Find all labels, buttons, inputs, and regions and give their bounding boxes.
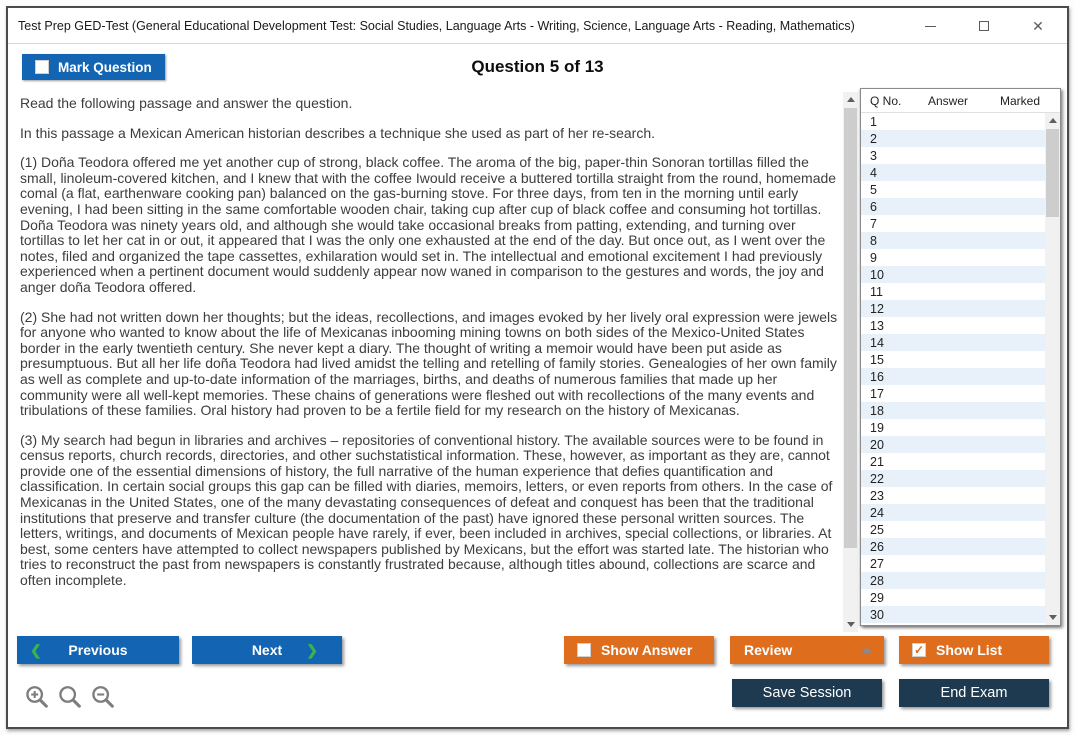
table-row[interactable]: 6 (861, 198, 1045, 215)
passage-paragraph-2: (2) She had not written down her thoughts; but the ideas, recollections, and images evoked by her lively oral expression were jewels for anyone who wanted to know about the life of Mexicanas inbooming mining towns on both sides of the Mexico-United States border in the early twentieth century. She never kept a diary. The thought of writing a memoir would have been put aside as presumptuous. But all her life doña Teodora had lived amidst the telling and retelling of family stories. Genealogies of her own family as well as complete and up-to-date information of the marriages, births, and deaths of numerous families that made up her community were all well-kept memories. These chains of generations were fleshed out with recollections of the many events and tribulations of these families. Oral history had proven to be a fertile field for my research on the history of Mexicanas. (20, 308, 838, 419)
table-row[interactable]: 12 (861, 300, 1045, 317)
window-title: Test Prep GED-Test (General Educational Development Test: Social Studies, Language Arts - Writing, Science, Language Arts - Reading, Mathematics) (18, 18, 855, 33)
app-window (6, 6, 1069, 729)
table-row[interactable]: 19 (870, 420, 884, 435)
end-exam-button[interactable] (899, 679, 1049, 707)
table-row[interactable]: 27 (870, 556, 884, 571)
review-label: Review (744, 642, 793, 658)
previous-label: Previous (68, 642, 128, 658)
table-row[interactable]: 29 (870, 590, 884, 605)
next-label: Next (251, 642, 283, 658)
table-row[interactable]: 22 (861, 470, 1045, 487)
zoom-reset-icon[interactable] (57, 684, 83, 712)
table-row[interactable]: 7 (870, 216, 877, 231)
question-list-panel (860, 88, 1061, 626)
column-marked: Marked (1000, 93, 1041, 108)
passage-paragraph-1: (1) Doña Teodora offered me yet another cup of strong, black coffee. The aroma of the big, paper-thin Sonoran tortillas filled the small, linoleum-covered kitchen, and I knew that with the coffee Iwould receive a buttered tortilla straight from the round, homemade comal (a flat, earthenware cooking pan) balanced on the gas-burning stove. For three days, from ten in the morning until early evening, I had been sitting in the same comfortable wooden chair, taking cup after cup of black coffee and consuming hot tortillas. Doña Teodora was ninety years old, and although she would take occasional breaks from patting, extending, and turning over tortillas to let her cat in or out, it appeared that I was the only one exhausted at the end of the day. But once out, as I went over the notes, filed and organized the tape cassettes, exhilaration would set in. The intellectual and emotional excitement I had previously experienced when a pertinent document would suddenly appear now waned in comparison to the gestures and words, the joy and anger doña Teodora offered. (20, 154, 837, 295)
next-button[interactable] (192, 636, 342, 664)
mark-question-checkbox[interactable] (35, 60, 49, 74)
zoom-in-icon[interactable] (24, 684, 50, 712)
table-row[interactable]: 18 (861, 402, 1045, 419)
question-list-scrollbar-thumb[interactable] (1046, 129, 1059, 217)
table-row[interactable]: 23 (870, 488, 884, 503)
table-row[interactable]: 21 (870, 454, 884, 469)
maximize-icon (979, 21, 989, 31)
scroll-down-icon[interactable] (1045, 610, 1060, 625)
question-list-header (861, 89, 1060, 113)
scroll-up-icon[interactable] (843, 92, 858, 107)
question-list-scrollbar[interactable] (1045, 113, 1060, 625)
table-row[interactable]: 26 (861, 538, 1045, 555)
show-list-button[interactable] (899, 636, 1049, 664)
show-answer-checkbox[interactable] (577, 643, 591, 657)
mark-question-label: Mark Question (58, 59, 152, 75)
table-row[interactable]: 14 (861, 334, 1045, 351)
passage-paragraph-3: (3) My search had begun in libraries and archives – repositories of conventional history. The available sources were to be found in census reports, church records, directories, and other suchstatistical information. These, however, as important as they are, cannot provide one of the essential dimensions of history, the full narrative of the human experience that defies quantification and classification. In certain social groups this gap can be filled with diaries, memoirs, letters, or even reports from others. In the case of Mexicanas in the United States, one of the many devastating consequences of defeat and conquest has been that the traditional institutions that preserve and transfer culture (the documentation of the past) have ignored these personal written sources. The letters, writings, and documents of Mexican people have rarely, if ever, been included in archives, special collections, or libraries. At best, some centers have attempted to collect newspapers published by Mexicans, but the effort was started late. The historian who tries to reconstruct the past from newspapers is constantly frustrated because, although titles abound, collections are scarce and often incomplete. (20, 431, 833, 589)
close-icon: ✕ (1032, 17, 1044, 34)
table-row[interactable]: 4 (861, 164, 1045, 181)
title-bar (8, 8, 1067, 44)
table-row[interactable]: 20 (861, 436, 1045, 453)
show-answer-button[interactable] (564, 636, 714, 664)
show-answer-label: Show Answer (601, 642, 693, 658)
save-session-button[interactable] (732, 679, 882, 707)
scroll-up-icon[interactable] (1045, 113, 1060, 128)
table-row[interactable]: 1 (870, 114, 877, 129)
zoom-out-icon[interactable] (90, 684, 116, 712)
table-row[interactable]: 11 (870, 284, 883, 299)
table-row[interactable]: 2 (861, 130, 1045, 147)
table-row[interactable]: 13 (870, 318, 884, 333)
chevron-left-icon: ❮ (30, 641, 42, 658)
mark-question-button[interactable] (22, 54, 165, 80)
table-row[interactable]: 17 (870, 386, 884, 401)
passage-intro: In this passage a Mexican American historian describes a technique she used as part of her re-search. (20, 124, 656, 141)
table-row[interactable]: 8 (861, 232, 1045, 249)
passage-scrollbar[interactable] (843, 92, 858, 632)
end-exam-label: End Exam (940, 685, 1008, 701)
show-list-label: Show List (936, 642, 1003, 658)
passage-instruction: Read the following passage and answer the question. (20, 96, 353, 111)
passage-area (20, 96, 842, 634)
minimize-icon (925, 26, 936, 27)
minimize-button[interactable] (919, 15, 941, 37)
table-row[interactable]: 5 (870, 182, 877, 197)
table-row[interactable]: 25 (870, 522, 884, 537)
scroll-down-icon[interactable] (843, 617, 858, 632)
show-list-checkbox[interactable]: ✓ (913, 643, 925, 657)
table-row[interactable]: 9 (870, 250, 877, 265)
table-row[interactable]: 3 (870, 148, 877, 163)
column-answer: Answer (928, 93, 969, 108)
chevron-up-icon (862, 647, 872, 653)
table-row[interactable]: 28 (861, 572, 1045, 589)
maximize-button[interactable] (973, 15, 995, 37)
table-row[interactable]: 10 (861, 266, 1045, 283)
chevron-right-icon: ❯ (306, 641, 318, 658)
column-qno: Q No. (870, 93, 902, 108)
passage-scrollbar-thumb[interactable] (844, 108, 857, 548)
table-row[interactable]: 30 (861, 606, 1045, 623)
close-button[interactable] (1027, 15, 1049, 37)
question-counter: Question 5 of 13 (471, 57, 604, 76)
previous-button[interactable] (17, 636, 179, 664)
table-row[interactable]: 16 (861, 368, 1045, 385)
review-button[interactable] (730, 636, 884, 664)
question-rows (861, 113, 1045, 625)
save-session-label: Save Session (762, 685, 852, 701)
zoom-controls (24, 684, 116, 712)
table-row[interactable]: 15 (870, 352, 884, 367)
table-row[interactable]: 24 (861, 504, 1045, 521)
